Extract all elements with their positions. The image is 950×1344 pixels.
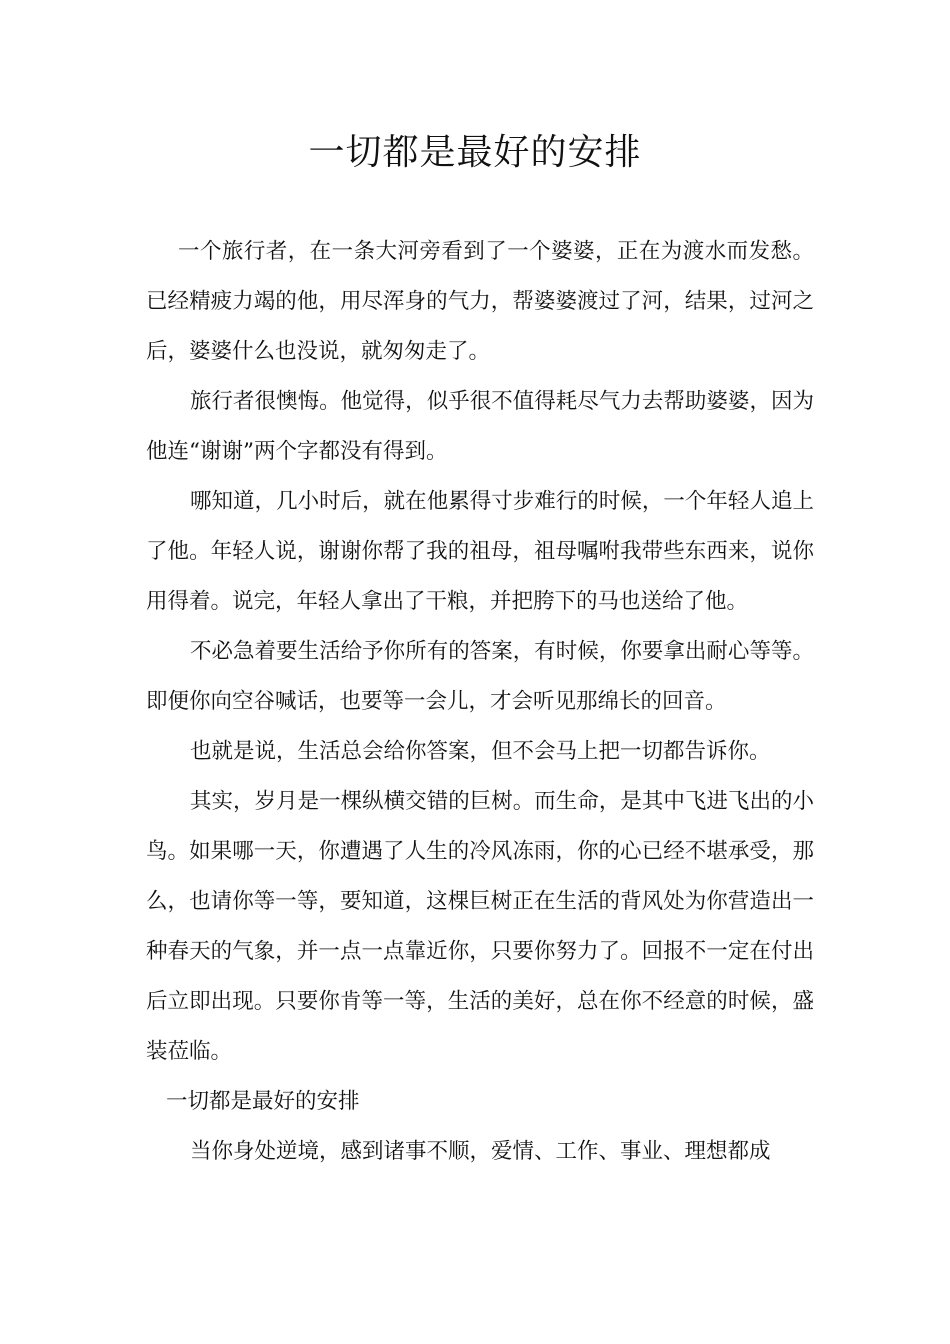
paragraph-7: 当你身处逆境，感到诸事不顺，爱情、工作、事业、理想都成 xyxy=(190,1139,771,1164)
paragraph-3: 哪知道，几小时后，就在他累得寸步难行的时候，一个年轻人追上了他。年轻人说，谢谢你帮了我的祖母，祖母嘱咐我带些东西来，说你用得着。说完，年轻人拿出了干粮，并把胯下的马也送给了他。 xyxy=(146,489,814,614)
paragraph-2: 旅行者很懊悔。他觉得，似乎很不值得耗尽气力去帮助婆婆，因为他连“谢谢”两个字都没有得到。 xyxy=(146,389,814,464)
paragraph-1: 一个旅行者，在一条大河旁看到了一个婆婆，正在为渡水而发愁。已经精疲力竭的他，用尽浑身的气力，帮婆婆渡过了河，结果，过河之后，婆婆什么也没说，就匆匆走了。 xyxy=(146,239,814,364)
paragraph-4: 不必急着要生活给予你所有的答案，有时候，你要拿出耐心等等。即便你向空谷喊话，也要等一会儿，才会听见那绵长的回音。 xyxy=(146,639,814,714)
document-body xyxy=(146,227,814,1177)
paragraph-5: 也就是说，生活总会给你答案，但不会马上把一切都告诉你。 xyxy=(190,739,771,764)
paragraph-6: 其实，岁月是一棵纵横交错的巨树。而生命，是其中飞进飞出的小鸟。如果哪一天，你遭遇了人生的冷风冻雨，你的心已经不堪承受，那么，也请你等一等，要知道，这棵巨树正在生活的背风处为你营造出一种春天的气象，并一点一点靠近你，只要你努力了。回报不一定在付出后立即出现。只要你肯等一等，生活的美好，总在你不经意的时候，盛装莅临。 xyxy=(146,789,814,1064)
section-subheading: 一切都是最好的安排 xyxy=(166,1089,360,1114)
document-title: 一切都是最好的安排 xyxy=(308,132,642,173)
